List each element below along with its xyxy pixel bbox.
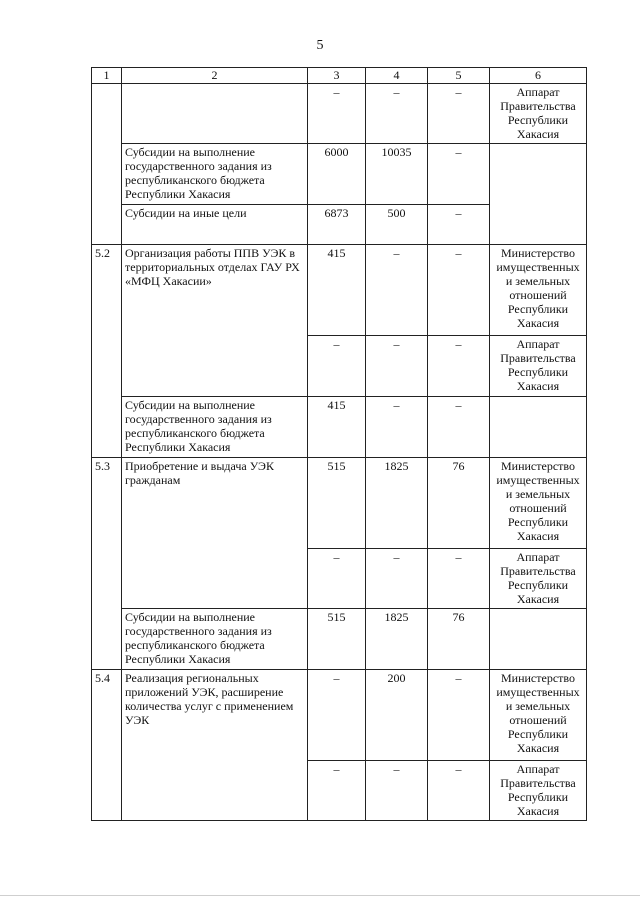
column-header-1: 1 [92, 68, 122, 84]
cell-col4: 1825 [366, 609, 428, 670]
cell-col4: 10035 [366, 144, 428, 205]
page-bottom-divider [0, 895, 640, 896]
cell-number [92, 761, 122, 821]
cell-name: Субсидии на выполнение государственного задания из республиканского бюджета Республики Хакасия [122, 144, 308, 205]
table-row [92, 670, 587, 761]
cell-executor: Аппарат Правительства Республики Хакасия [490, 761, 587, 821]
cell-executor: Министерство имущественных и земельных отношений Республики Хакасия [490, 670, 587, 761]
page-number: 5 [316, 38, 324, 53]
cell-col3: 515 [308, 609, 366, 670]
cell-col4: – [366, 549, 428, 609]
table-row [92, 144, 587, 205]
cell-col5: 76 [428, 609, 490, 670]
cell-number: 5.2 [92, 245, 122, 336]
cell-col5: – [428, 205, 490, 245]
cell-col4: 1825 [366, 458, 428, 549]
cell-col3: 515 [308, 458, 366, 549]
cell-executor: Министерство имущественных и земельных отношений Республики Хакасия [490, 245, 587, 336]
table-row [92, 549, 587, 609]
cell-col4: 200 [366, 670, 428, 761]
measures-table [91, 67, 587, 821]
cell-col3: – [308, 336, 366, 397]
cell-executor [490, 144, 587, 205]
cell-name: Субсидии на выполнение государственного задания из республиканского бюджета Республики Хакасия [122, 609, 308, 670]
cell-col3: 415 [308, 397, 366, 458]
cell-executor [490, 205, 587, 245]
cell-name: Субсидии на выполнение государственного задания из республиканского бюджета Республики Хакасия [122, 397, 308, 458]
table-header-row [92, 68, 587, 84]
table-row [92, 84, 587, 144]
cell-col4: – [366, 761, 428, 821]
cell-col4: – [366, 245, 428, 336]
cell-name: Приобретение и выдача УЭК гражданам [122, 458, 308, 549]
cell-number [92, 336, 122, 397]
cell-name: Организация работы ППВ УЭК в территориальных отделах ГАУ РХ «МФЦ Хакасии» [122, 245, 308, 336]
cell-number [92, 144, 122, 205]
column-header-4: 4 [366, 68, 428, 84]
cell-name: Субсидии на иные цели [122, 205, 308, 245]
cell-col3: – [308, 761, 366, 821]
cell-executor [490, 397, 587, 458]
table-row [92, 336, 587, 397]
cell-name [122, 336, 308, 397]
cell-number: 5.3 [92, 458, 122, 549]
cell-number [92, 84, 122, 144]
cell-col4: – [366, 397, 428, 458]
cell-col3: 415 [308, 245, 366, 336]
table-row [92, 205, 587, 245]
cell-executor: Министерство имущественных и земельных отношений Республики Хакасия [490, 458, 587, 549]
column-header-5: 5 [428, 68, 490, 84]
cell-col3: 6873 [308, 205, 366, 245]
table-row [92, 761, 587, 821]
table-row [92, 245, 587, 336]
cell-col5: – [428, 549, 490, 609]
cell-executor: Аппарат Правительства Республики Хакасия [490, 336, 587, 397]
cell-number [92, 205, 122, 245]
cell-col5: – [428, 336, 490, 397]
cell-col3: – [308, 670, 366, 761]
cell-col5: – [428, 670, 490, 761]
cell-col5: – [428, 397, 490, 458]
cell-executor [490, 609, 587, 670]
cell-col3: 6000 [308, 144, 366, 205]
cell-col5: – [428, 144, 490, 205]
cell-col3: – [308, 84, 366, 144]
cell-name: Реализация региональных приложений УЭК, расширение количества услуг с применением УЭК [122, 670, 308, 761]
column-header-2: 2 [122, 68, 308, 84]
cell-name [122, 84, 308, 144]
cell-col5: – [428, 84, 490, 144]
cell-col4: – [366, 84, 428, 144]
cell-executor: Аппарат Правительства Республики Хакасия [490, 549, 587, 609]
cell-number: 5.4 [92, 670, 122, 761]
column-header-6: 6 [490, 68, 587, 84]
cell-col5: 76 [428, 458, 490, 549]
table-row [92, 609, 587, 670]
cell-col4: 500 [366, 205, 428, 245]
cell-name [122, 549, 308, 609]
cell-name [122, 761, 308, 821]
cell-col5: – [428, 245, 490, 336]
cell-number [92, 609, 122, 670]
cell-col5: – [428, 761, 490, 821]
cell-number [92, 397, 122, 458]
table-row [92, 458, 587, 549]
cell-col4: – [366, 336, 428, 397]
column-header-3: 3 [308, 68, 366, 84]
cell-number [92, 549, 122, 609]
cell-col3: – [308, 549, 366, 609]
cell-executor: Аппарат Правительства Республики Хакасия [490, 84, 587, 144]
table-row [92, 397, 587, 458]
